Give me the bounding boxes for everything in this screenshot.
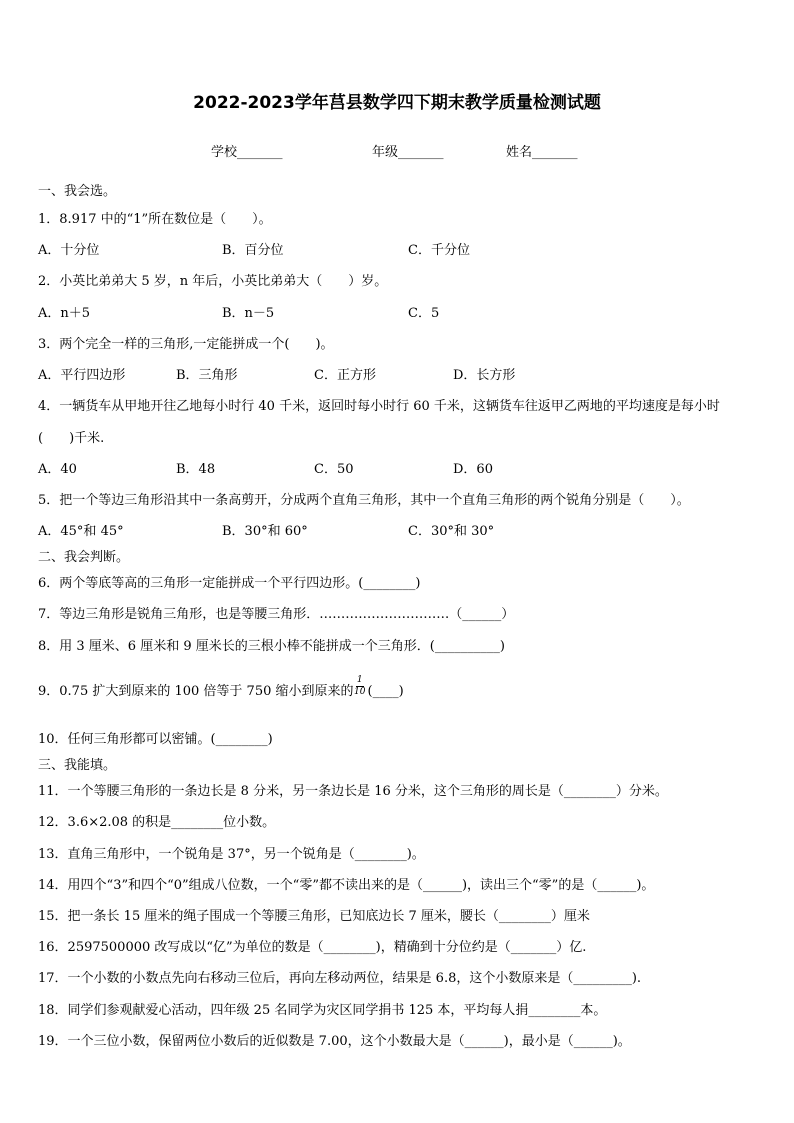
- question-11: 11．一个等腰三角形的一条边长是 8 分米，另一条边长是 16 分米，这个三角形的周长是（________）分米。: [38, 784, 668, 799]
- option-d: D．长方形: [453, 368, 516, 383]
- question-2: 2．小英比弟弟大 5 岁，n 年后，小英比弟弟大（ ）岁。: [38, 274, 388, 289]
- option-a: A．45°和 45°: [38, 524, 124, 539]
- question-17: 17．一个小数的小数点先向右移动三位后，再向左移动两位，结果是 6.8，这个小数原来是（_________).: [38, 971, 642, 986]
- option-b: B．三角形: [176, 368, 238, 383]
- question-5: 5．把一个等边三角形沿其中一条高剪开，分成两个直角三角形，其中一个直角三角形的两个锐角分别是（ ）。: [38, 493, 690, 508]
- page-title: 2022-2023学年莒县数学四下期末教学质量检测试题: [193, 93, 601, 113]
- option-b: B．48: [176, 462, 216, 477]
- question-15: 15．把一条长 15 厘米的绳子围成一个等腰三角形，已知底边长 7 厘米，腰长（________）厘米: [38, 909, 590, 924]
- grade-field: 年级_______: [372, 145, 444, 160]
- option-a: A．平行四边形: [38, 368, 126, 383]
- fraction-numerator: 1: [356, 675, 363, 685]
- option-c: C．30°和 30°: [408, 524, 495, 539]
- name-field: 姓名_______: [506, 145, 578, 160]
- option-c: C．正方形: [314, 368, 376, 383]
- question-18: 18．同学们参观献爱心活动，四年级 25 名同学为灾区同学捐书 125 本，平均每人捐________本。: [38, 1003, 607, 1018]
- question-16: 16．2597500000 改写成以“亿”为单位的数是（________)，精确到十分位约是（_______）亿.: [38, 940, 587, 955]
- question-6: 6．两个等底等高的三角形一定能拼成一个平行四边形。(________): [38, 576, 421, 591]
- option-c: C．50: [314, 462, 354, 477]
- question-1: 1．8.917 中的“1”所在数位是（ ）。: [38, 212, 272, 227]
- option-a: A．n＋5: [38, 306, 91, 321]
- section-heading: 三、我能填。: [38, 758, 117, 773]
- option-c: C．千分位: [408, 243, 470, 258]
- option-c: C．5: [408, 306, 440, 321]
- option-b: B．百分位: [222, 243, 284, 258]
- question-14: 14．用四个“3”和四个“0”组成八位数，一个“零”都不读出来的是（______)，读出三个“零”的是（______)。: [38, 878, 655, 893]
- option-b: B．n－5: [222, 306, 275, 321]
- question-19: 19．一个三位小数，保留两位小数后的近似数是 7.00，这个小数最大是（______)，最小是（______)。: [38, 1034, 631, 1049]
- option-b: B．30°和 60°: [222, 524, 308, 539]
- fraction: [354, 676, 365, 697]
- question-13: 13．直角三角形中，一个锐角是 37°，另一个锐角是（________)。: [38, 847, 425, 862]
- question-10: 10．任何三角形都可以密铺。(________): [38, 732, 273, 747]
- question-7: 7．等边三角形是锐角三角形，也是等腰三角形．…………………………（______）: [38, 607, 515, 622]
- school-field: 学校_______: [211, 145, 283, 160]
- question-4-continued: ( )千米.: [38, 431, 105, 446]
- question-12: 12．3.6×2.08 的积是________位小数。: [38, 815, 276, 830]
- fraction-denominator: 10: [354, 687, 366, 697]
- question-8: 8．用 3 厘米、6 厘米和 9 厘米长的三根小棒不能拼成一个三角形．(__________): [38, 639, 505, 654]
- question-9-text: 9．0.75 扩大到原来的 100 倍等于 750 缩小到原来的: [38, 684, 354, 699]
- section-heading: 一、我会选。: [38, 184, 117, 199]
- question-9: [38, 680, 404, 699]
- question-9-blank: (____): [367, 684, 404, 699]
- question-4: 4．一辆货车从甲地开往乙地每小时行 40 千米，返回时每小时行 60 千米，这辆货车往返甲乙两地的平均速度是每小时: [38, 399, 720, 414]
- section-heading: 二、我会判断。: [38, 550, 130, 565]
- option-a: A．十分位: [38, 243, 100, 258]
- option-a: A．40: [38, 462, 77, 477]
- question-3: 3．两个完全一样的三角形,一定能拼成一个( )。: [38, 337, 334, 352]
- option-d: D．60: [453, 462, 493, 477]
